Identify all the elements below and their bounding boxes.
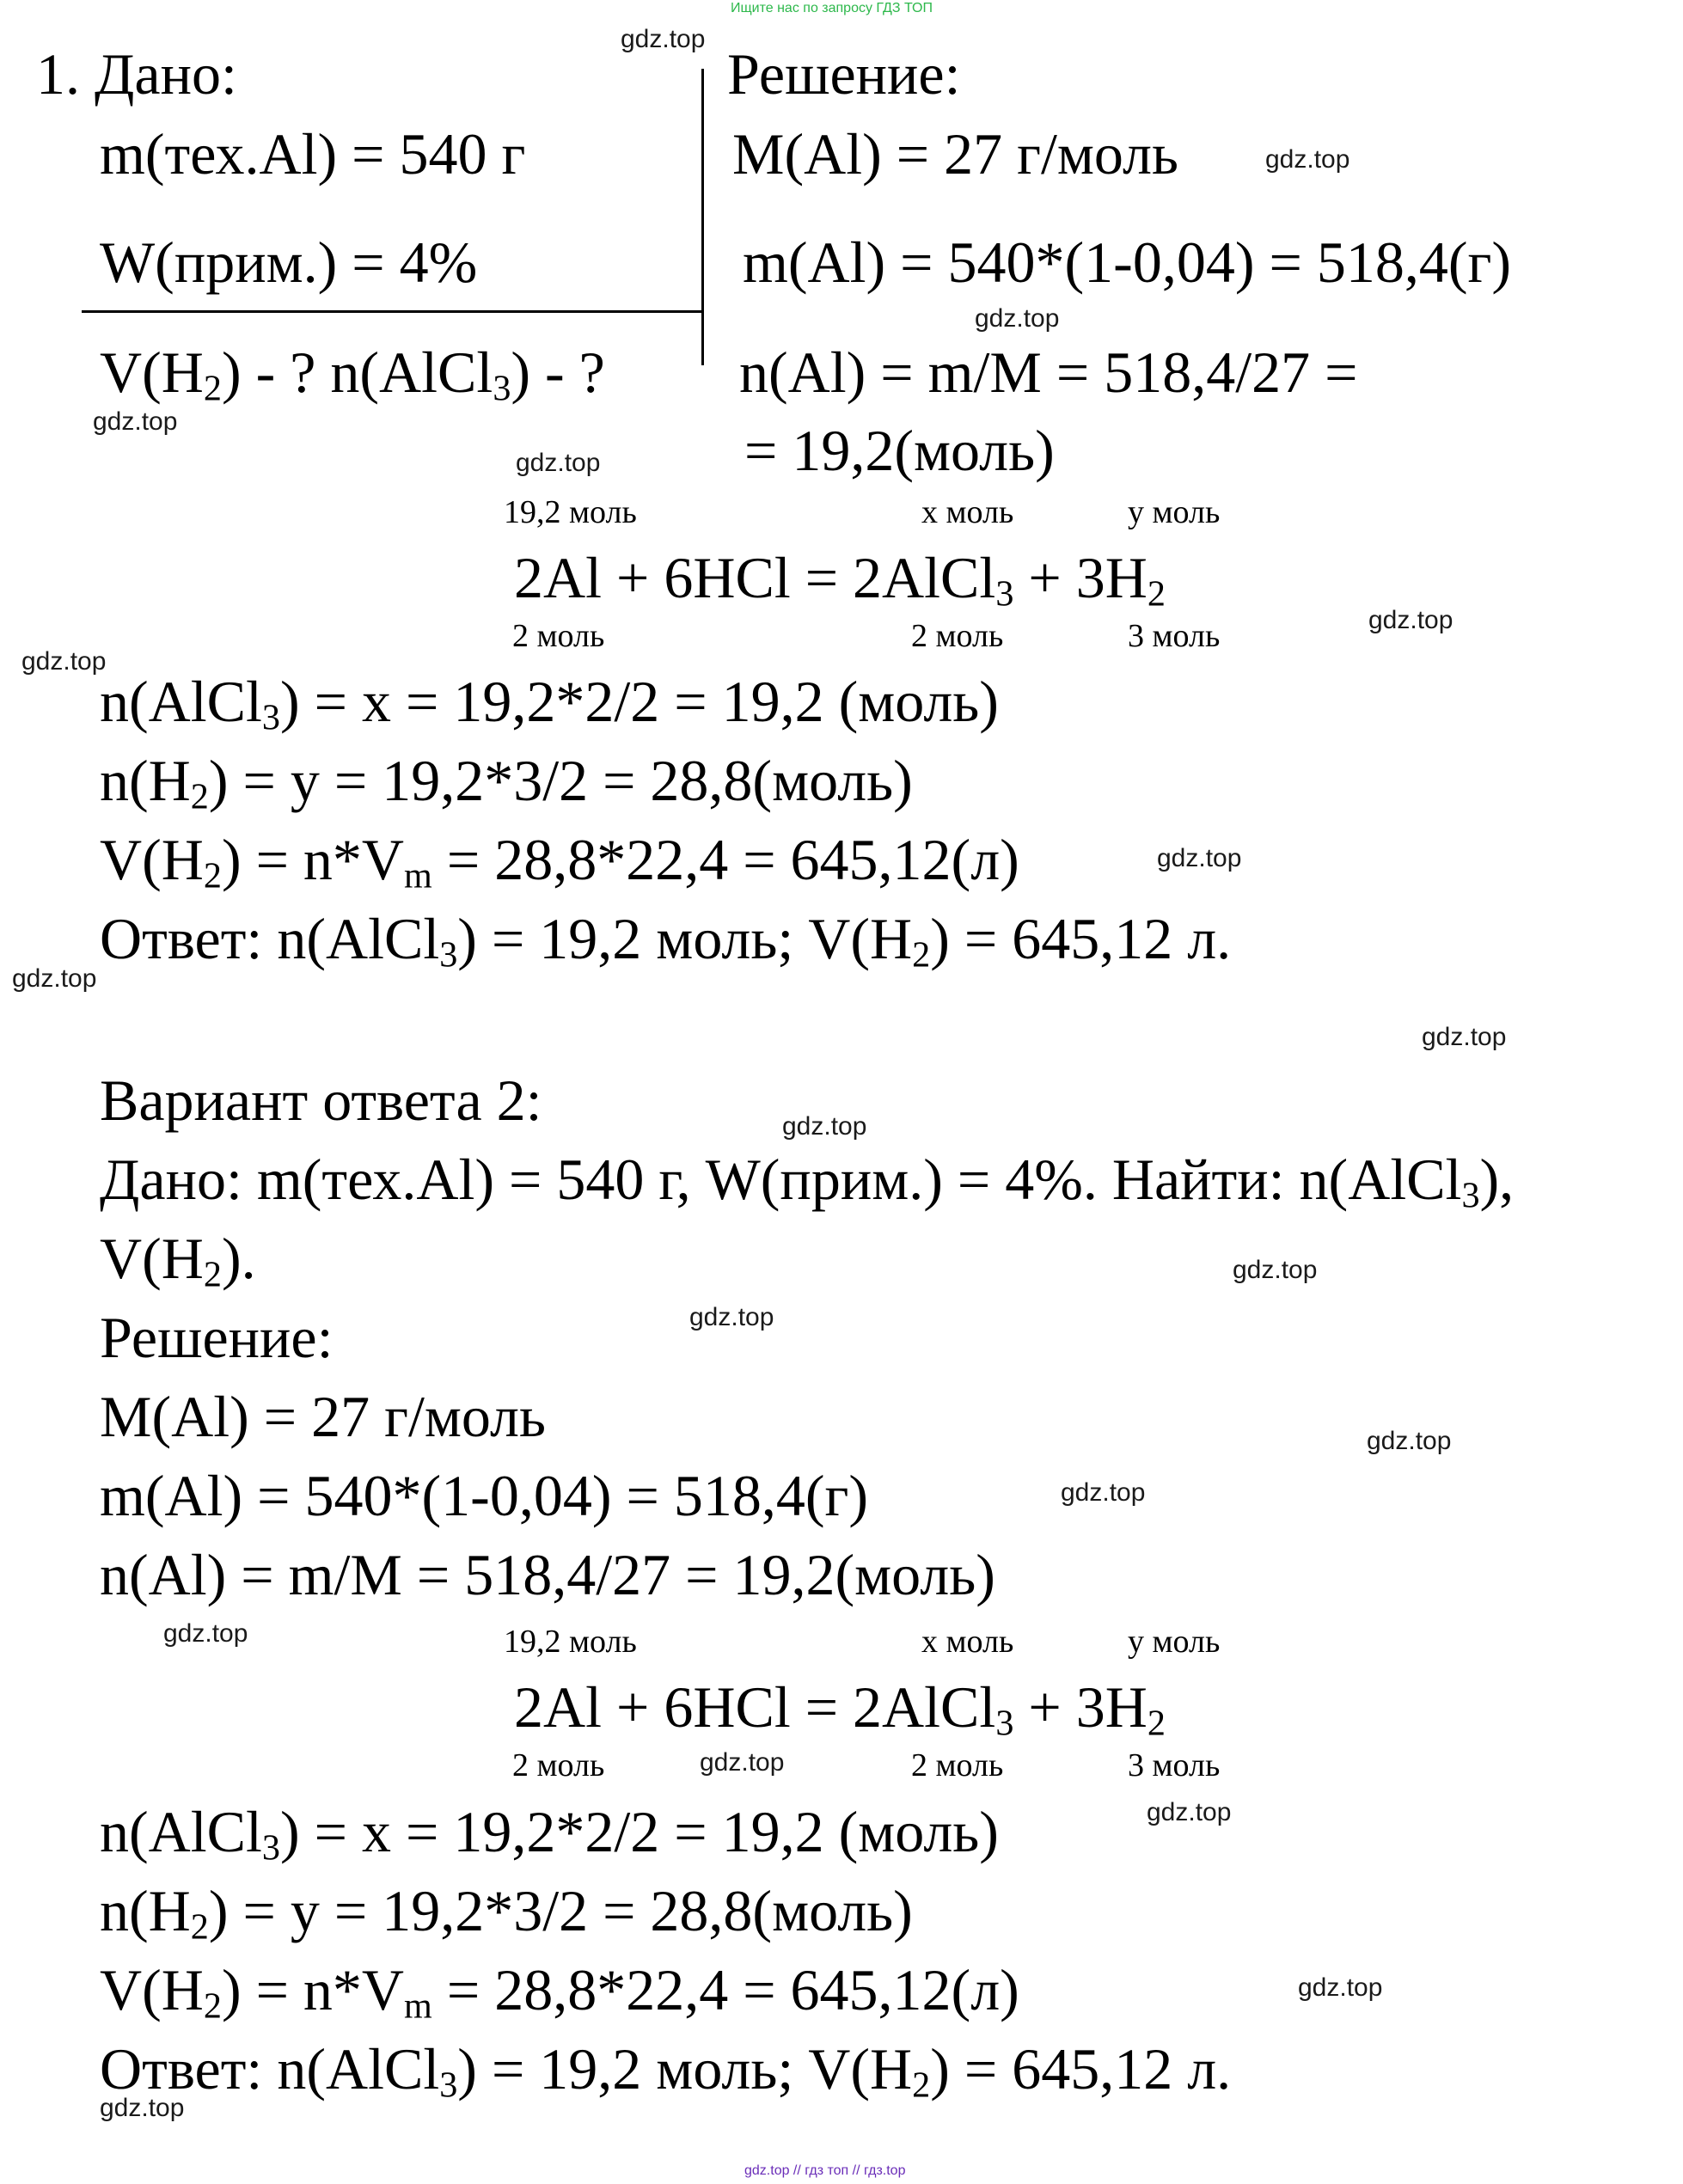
calc2-alcl3: n(AlCl$_3$) = x = 19,2*2/2 = 19,2 (моль) — [100, 1799, 999, 1869]
solution-moles-1: n(Al) = m/M = 518,4/27 = — [739, 340, 1358, 405]
vertical-divider — [701, 69, 704, 365]
solution-pure-mass: m(Al) = 540*(1-0,04) = 518,4(г) — [743, 229, 1511, 295]
reaction2-top-al: 19,2 моль — [504, 1624, 637, 1660]
solution-title: Решение: — [727, 41, 961, 107]
watermark: gdz.top — [689, 1303, 774, 1331]
variant2-molar-mass: M(Al) = 27 г/моль — [100, 1384, 546, 1449]
reaction2-top-alcl3: x моль — [921, 1624, 1014, 1660]
variant2-solution-title: Решение: — [100, 1305, 334, 1370]
variant2-title: Вариант ответа 2: — [100, 1068, 542, 1133]
horizontal-divider — [82, 310, 703, 313]
reaction2-top-h2: y моль — [1128, 1624, 1221, 1660]
calc2-volume: $V(H_2) = n*V_m = 28,8*22,4 = 645,12(л)$ — [100, 1957, 1019, 2027]
reaction-equation: 2Al + 6HCl = 2AlCl$_3$ + $3H_2$ — [514, 545, 1166, 615]
calc-volume: $V(H_2) = n*V_m = 28,8*22,4 = 645,12(л)$ — [100, 827, 1019, 896]
watermark: gdz.top — [21, 647, 107, 676]
variant2-given: Дано: m(тех.Al) = 540 г, W(прим.) = 4%. Найти: n(AlCl$_3$), — [100, 1147, 1515, 1216]
watermark: gdz.top — [782, 1112, 867, 1141]
reaction2-bottom-al: 2 моль — [512, 1747, 605, 1783]
search-hint[interactable]: Ищите нас по запросу ГДЗ ТОП — [731, 1, 933, 15]
watermark: gdz.top — [1368, 606, 1454, 634]
watermark: gdz.top — [1367, 1427, 1452, 1455]
given-impurity: W(прим.) = 4% — [100, 229, 478, 295]
reaction-top-h2: y моль — [1128, 494, 1221, 530]
calc-h2: $n(H_2) = y = 19,2*3/2$ = 28,8(моль) — [100, 748, 913, 817]
watermark: gdz.top — [1233, 1256, 1318, 1284]
answer-line: Ответ: n(AlCl$_3$) = 19,2 моль; $V(H_2) = 645,12$ л. — [100, 906, 1232, 976]
watermark: gdz.top — [163, 1619, 248, 1648]
watermark: gdz.top — [1061, 1478, 1146, 1507]
variant2-moles: n(Al) = m/M = 518,4/27 = 19,2(моль) — [100, 1542, 995, 1607]
watermark: gdz.top — [1265, 145, 1350, 174]
reaction-bottom-h2: 3 моль — [1128, 618, 1221, 654]
watermark: gdz.top — [1422, 1023, 1507, 1051]
calc-alcl3: n(AlCl$_3$) = x = 19,2*2/2 = 19,2 (моль) — [100, 669, 999, 738]
reaction-top-alcl3: x моль — [921, 494, 1014, 530]
reaction2-equation: 2Al + 6HCl = 2AlCl$_3$ + $3H_2$ — [514, 1674, 1166, 1744]
variant2-pure-mass: m(Al) = 540*(1-0,04) = 518,4(г) — [100, 1463, 868, 1528]
solution-moles-2: = 19,2(моль) — [744, 418, 1055, 483]
watermark: gdz.top — [1298, 1973, 1383, 2002]
find-line: $V(H_2)$ - ? n(AlCl$_3$) - ? — [100, 340, 605, 409]
reaction2-bottom-h2: 3 моль — [1128, 1747, 1221, 1783]
watermark: gdz.top — [621, 25, 706, 53]
answer2-line: Ответ: n(AlCl$_3$) = 19,2 моль; $V(H_2) = 645,12$ л. — [100, 2036, 1232, 2106]
watermark: gdz.top — [975, 304, 1060, 333]
watermark: gdz.top — [1147, 1798, 1232, 1826]
reaction-bottom-alcl3: 2 моль — [911, 618, 1004, 654]
watermark: gdz.top — [1157, 844, 1242, 872]
reaction-bottom-al: 2 моль — [512, 618, 605, 654]
given-mass: m(тех.Al) = 540 г — [100, 121, 526, 187]
reaction2-bottom-alcl3: 2 моль — [911, 1747, 1004, 1783]
watermark: gdz.top — [12, 964, 97, 993]
calc2-h2: $n(H_2) = y = 19,2*3/2$ = 28,8(моль) — [100, 1878, 913, 1948]
task-title: 1. Дано: — [36, 41, 237, 107]
watermark: gdz.top — [700, 1748, 785, 1777]
footer-links[interactable]: gdz.top // гдз топ // гдз.top — [744, 2163, 906, 2178]
watermark: gdz.top — [100, 2094, 185, 2122]
watermark: gdz.top — [93, 407, 178, 436]
reaction-top-al: 19,2 моль — [504, 494, 637, 530]
solution-molar-mass: M(Al) = 27 г/моль — [732, 121, 1178, 187]
watermark: gdz.top — [516, 449, 601, 477]
variant2-given-cont: $V(H_2)$. — [100, 1226, 256, 1295]
